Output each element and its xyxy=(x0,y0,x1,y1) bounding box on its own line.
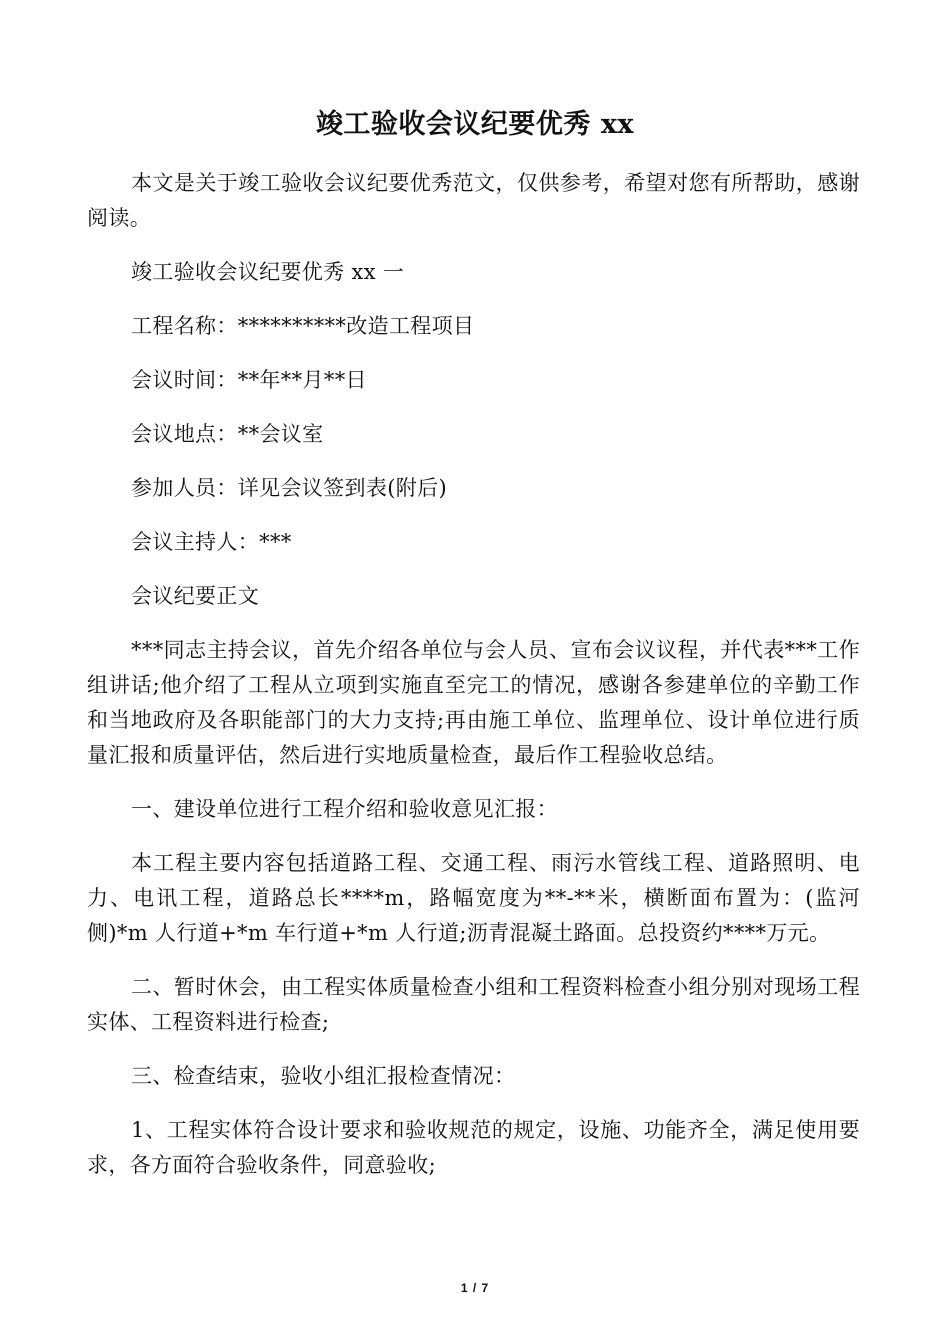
page-indicator: 1 / 7 xyxy=(460,1281,490,1295)
paragraph-section-heading: 竣工验收会议纪要优秀 xx 一 xyxy=(131,260,405,284)
paragraph-item-three-heading: 三、检查结束，验收小组汇报检查情况： xyxy=(131,1064,516,1088)
paragraph-item-two: 二、暂时休会，由工程实体质量检查小组和工程资料检查小组分别对现场工程实体、工程资料进行检查; xyxy=(87,975,860,1034)
document-body xyxy=(87,166,860,1202)
paragraph-meeting-location: 会议地点：**会议室 xyxy=(131,422,324,446)
paragraph-opening-remarks: ***同志主持会议，首先介绍各单位与会人员、宣布会议议程，并代表***工作组讲话;他介绍了工程从立项到实施直至完工的情况，感谢各参建单位的辛勤工作和当地政府及各职能部门的大力支持;再由施工单位、监理单位、设计单位进行质量汇报和质量评估，然后进行实地质量检查，最后作工程验收总结。 xyxy=(87,638,860,767)
paragraph-minutes-heading: 会议纪要正文 xyxy=(131,584,260,608)
paragraph-attendees: 参加人员：详见会议签到表(附后) xyxy=(131,476,447,500)
document-title: 竣工验收会议纪要优秀 xx xyxy=(315,109,635,140)
paragraph-item-one-heading: 一、建设单位进行工程介绍和验收意见汇报： xyxy=(131,797,558,821)
paragraph-host: 会议主持人：*** xyxy=(131,530,292,554)
paragraph-result-one: 1、工程实体符合设计要求和验收规范的规定，设施、功能齐全，满足使用要求，各方面符合验收条件，同意验收; xyxy=(87,1118,860,1177)
paragraph-meeting-time: 会议时间：**年**月**日 xyxy=(131,368,367,392)
paragraph-intro: 本文是关于竣工验收会议纪要优秀范文，仅供参考，希望对您有所帮助，感谢阅读。 xyxy=(87,171,860,230)
paragraph-project-scope: 本工程主要内容包括道路工程、交通工程、雨污水管线工程、道路照明、电力、电讯工程，道路总长****m，路幅宽度为**-**米，横断面布置为：(监河侧)*m 人行道+*m 车行道+*m 人行道;沥青混凝土路面。总投资约****万元。 xyxy=(87,851,860,945)
paragraph-project-name: 工程名称：**********改造工程项目 xyxy=(131,314,475,338)
